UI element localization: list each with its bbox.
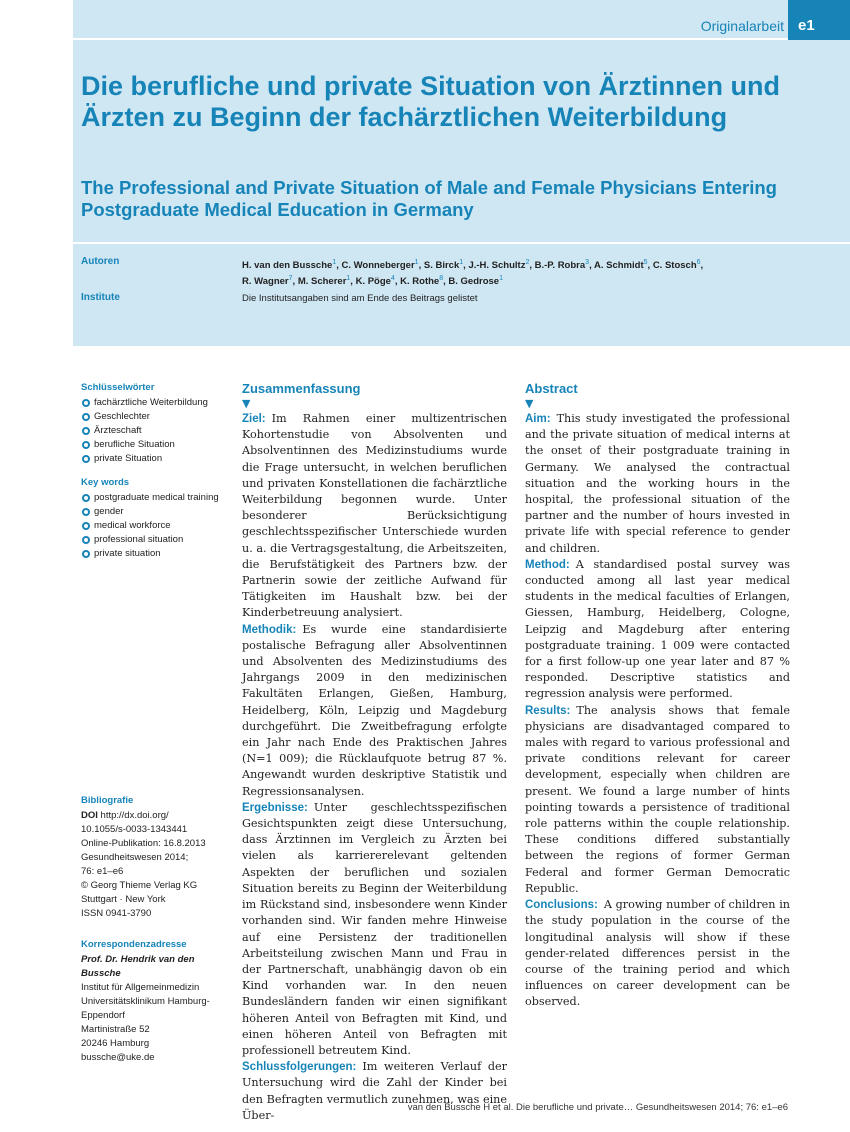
zusammenfassung-heading: Zusammenfassung [242, 381, 361, 396]
keyword-text: Geschlechter [94, 411, 150, 422]
correspondence-line: 20246 Hamburg [81, 1038, 150, 1049]
keyword-text: medical workforce [94, 520, 171, 531]
section-label: Schlussfolgerungen: [242, 1061, 357, 1074]
keyword-text: Ärzteschaft [94, 425, 142, 436]
keywords-en-heading: Key words [81, 477, 130, 488]
section-text: A growing number of children in the study population in the course of the longitudinal analysis will show if these gender-related differences persist in the course of the training period and which influences on career development can be observed. [525, 898, 790, 1009]
section-text: Es wurde eine standardisierte postalische Befragung aller Absolventinnen und Absolventen des Medizinstudiums des Jahrgangs 2009 in den medizinischen Fakultäten Erlangen, Gießen, Hamburg, Heidelberg, Köln, Leipzig und Magdeburg durchgeführt. Die Zweitbefragung erfolgte ein Jahr nach Ende des Praktischen Jahres (N=1 009); die Rücklaufquote betrug 87 %. Angewandt wurden deskriptive Statistik und Regressionsanalysen. [242, 622, 507, 798]
author-name: C. Wonneberger [341, 260, 415, 272]
correspondence-lines [81, 981, 231, 1065]
section-text: This study investigated the professional and the private situation of medical interns at the onset of their postgraduate training in Germany. We analysed the contractual situation and the working hours in the hospital, the professional situation of the partner and the number of hours invested in private life with special reference to gender and children. [525, 412, 790, 555]
bibliography-line: Online-Publikation: 16.8.2013 [81, 838, 206, 849]
section-label: Ergebnisse: [242, 801, 308, 814]
affiliation-number: 1 [459, 259, 464, 266]
keyword-item [81, 410, 231, 424]
circle-bullet-icon [82, 399, 90, 407]
title-english: The Professional and Private Situation of Male and Female Physicians Entering Postgraduate Medical Education in Germany [81, 177, 777, 220]
keyword-text: berufliche Situation [94, 439, 175, 450]
abstract-paragraph [242, 1059, 507, 1124]
affiliation-number: 3 [585, 259, 590, 266]
bibliography-line: 10.1055/s-0033-1343441 [81, 824, 188, 835]
section-label: Conclusions: [525, 899, 598, 912]
author-name: K. Rothe [400, 276, 440, 288]
affiliation-number: 5 [643, 259, 648, 266]
abstract-sections [525, 411, 790, 1011]
keyword-text: private Situation [94, 453, 163, 464]
header-top-bar [73, 0, 850, 40]
circle-bullet-icon [82, 413, 90, 421]
keyword-item [81, 424, 231, 438]
circle-bullet-icon [82, 441, 90, 449]
section-text: Unter geschlechtsspezifischen Gesichtspunkten zeigt diese Untersuchung, dass Ärztinnen im Vergleich zu Ärzten bei vielen als karriererelevant geltenden Aspekten der beruflichen und sozialen Situation bereits zu Beginn der Weiterbildung im Rückstand sind, insbesondere wenn Kinder vorhanden sind. Wir fanden mehre Hinweise auf eine Persistenz der traditionellen Arbeitsteilung zwischen Mann und Frau in der Partnerschaft, unabhängig davon ob ein Kind vorhanden war. In den neuen Bundesländern fanden wir einen signifikant höheren Anteil von Befragten mit Kind, und einen höheren Anteil von Befragten mit professionell betreutem Kind. [242, 800, 507, 1057]
circle-bullet-icon [82, 455, 90, 463]
bibliography-heading: Bibliografie [81, 795, 134, 806]
triangle-marker-icon: ▼ [525, 397, 534, 410]
section-text: The analysis shows that female physicians are disadvantaged compared to males with regard to various professional and private conditions relevant for career development, especially when children are present. We found a large number of hints pointing towards a persistence of traditional role patterns within the couple relationship. These conditions differed substantially between the regions of former German Federal and former German Democratic Republic. [525, 703, 790, 895]
author-name: A. Schmidt [594, 260, 644, 272]
authors-label: Autoren [81, 256, 120, 267]
abstract-heading: Abstract [525, 381, 578, 396]
keywords-de-list [81, 396, 231, 466]
keyword-item [81, 519, 231, 533]
author-name: B.-P. Robra [534, 260, 586, 272]
doi-label: DOI [81, 810, 98, 821]
bibliography-line: © Georg Thieme Verlag KG [81, 880, 198, 891]
circle-bullet-icon [82, 494, 90, 502]
keyword-item [81, 438, 231, 452]
author-name: H. van den Bussche [242, 260, 333, 272]
section-text: Im weiteren Verlauf der Untersuchung wird die Zahl der Kinder bei den Befragten vermutlich zunehmen, was eine Über- [242, 1060, 507, 1122]
bibliography-line: ISSN 0941-3790 [81, 908, 152, 919]
keyword-item [81, 505, 231, 519]
keyword-text: private situation [94, 548, 161, 559]
abstract-paragraph [525, 897, 790, 1010]
abstract-paragraph [242, 622, 507, 800]
section-label: Methodik: [242, 623, 297, 636]
circle-bullet-icon [82, 550, 90, 558]
affiliation-number: 8 [439, 275, 444, 283]
affiliation-number: 1 [499, 275, 503, 283]
affiliation-number: 2 [525, 259, 530, 266]
keyword-item [81, 452, 231, 466]
abstract-column [525, 381, 790, 1011]
section-label: Aim: [525, 413, 551, 425]
correspondence-line: bussche@uke.de [81, 1052, 155, 1063]
abstract-paragraph [242, 800, 507, 1059]
author-name: K. Pöge [355, 276, 391, 288]
section-text: Im Rahmen einer multizentrischen Kohortenstudie von Absolventen und Absolventinnen des Medizinstudiums wurde die Frage untersucht, in welchen beruflichen und privaten Konstellationen die fachärztliche Weiterbildung begonnen wurde. Unter besonderer Berücksichtigung geschlechtsspezifischer Unterschiede wurden u. a. die Vertragsgestaltung, die Arbeitszeiten, die Berufstätigkeit des Partners bzw. der Partnerin sowie der zeitliche Aufwand für Tätigkeiten im Haushalt bzw. bei der Kinderbetreuung analysiert. [242, 412, 507, 620]
correspondence-heading: Korrespondenzadresse [81, 939, 187, 950]
circle-bullet-icon [82, 522, 90, 530]
affiliation-number: 1 [346, 275, 351, 283]
author-name: J.-H. Schultz [468, 260, 526, 272]
abstract-paragraph [525, 411, 790, 557]
correspondence-line: Martinistraße 52 [81, 1024, 150, 1035]
page-number-tag: e1 [788, 0, 850, 40]
keyword-item [81, 533, 231, 547]
section-label: Method: [525, 558, 570, 571]
title-german: Die berufliche und private Situation von Ärztinnen und Ärzten zu Beginn der fachärztlichen Weiterbildung [81, 71, 781, 132]
bibliography-block [81, 794, 231, 921]
correspondence-line: Institut für Allgemeinmedizin [81, 982, 200, 993]
circle-bullet-icon [82, 427, 90, 435]
abstract-paragraph [525, 703, 790, 897]
keywords-en-list [81, 491, 231, 561]
author-name: B. Gedrose [448, 276, 500, 288]
bibliography-line: 76: e1–e6 [81, 866, 124, 877]
meta-divider [73, 242, 850, 244]
zusammenfassung-sections [242, 411, 507, 1124]
section-label: Originalarbeit [700, 18, 784, 34]
affiliation-number: 6 [696, 259, 701, 266]
zusammenfassung-column [242, 381, 507, 1124]
correspondence-line: Eppendorf [81, 1010, 125, 1021]
keyword-text: professional situation [94, 534, 184, 545]
keyword-item [81, 491, 231, 505]
keyword-text: postgraduate medical training [94, 492, 219, 503]
doi-line [81, 809, 231, 823]
circle-bullet-icon [82, 508, 90, 516]
abstract-paragraph [525, 557, 790, 703]
affiliation-number: 1 [414, 259, 419, 266]
bibliography-line: Stuttgart · New York [81, 894, 166, 905]
section-label: Ziel: [242, 413, 266, 425]
institutes-label: Institute [81, 292, 120, 303]
abstract-paragraph [242, 411, 507, 622]
institutes-text: Die Institutsangaben sind am Ende des Beitrags gelistet [242, 293, 478, 304]
section-label: Results: [525, 704, 571, 717]
circle-bullet-icon [82, 536, 90, 544]
author-name: S. Birck [423, 260, 460, 272]
keyword-text: fachärztliche Weiterbildung [94, 397, 208, 408]
author-name: M. Scherer [297, 276, 347, 288]
doi-link[interactable]: http://dx.doi.org/ [100, 810, 169, 821]
keyword-text: gender [94, 506, 124, 517]
keyword-item [81, 396, 231, 410]
correspondence-block [81, 938, 231, 1065]
page-footer: van den Bussche H et al. Die berufliche und private… Gesundheitswesen 2014; 76: e1–e6 [407, 1102, 788, 1113]
section-text: A standardised postal survey was conducted among all last year medical students in the medical faculties of Erlangen, Giessen, Hamburg, Heidelberg, Cologne, Leipzig and Magdeburg after entering postgraduate training. 1 009 were contacted for a first follow-up one year later and 87 % responded. Descriptive statistics and regression analysis were performed. [525, 557, 790, 701]
keywords-de-heading: Schlüsselwörter [81, 382, 155, 393]
bibliography-line: Gesundheitswesen 2014; [81, 852, 189, 863]
bibliography-lines [81, 823, 231, 921]
affiliation-number: 4 [390, 275, 395, 283]
author-list: H. van den Bussche$^1$, C. Wonneberger$^1$, S. Birck$^1$, J.-H. Schultz$^2$, B.-P. Robra$^3$, A. Schmidt$^5$, C. Stosch$^6$, R. Wagner$^7$, M. Scherer$^1$, K. Pöge$^4$, K. Rothe$^8$, B. Gedrose$^1$ [242, 259, 704, 288]
triangle-marker-icon: ▼ [242, 397, 251, 410]
affiliation-number: 7 [288, 275, 293, 283]
affiliation-number: 1 [332, 259, 337, 266]
author-name: C. Stosch [652, 260, 697, 272]
keyword-item [81, 547, 231, 561]
author-name: R. Wagner [242, 276, 289, 288]
correspondence-name: Prof. Dr. Hendrik van den Bussche [81, 954, 195, 979]
correspondence-line: Universitätsklinikum Hamburg- [81, 996, 210, 1007]
keywords-block [81, 381, 231, 561]
